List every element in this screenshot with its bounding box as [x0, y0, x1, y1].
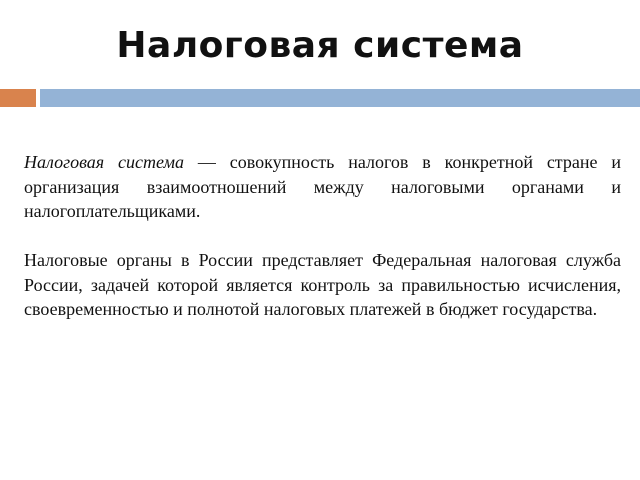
definition-paragraph	[24, 150, 621, 224]
slide-title: Налоговая система	[116, 25, 524, 66]
definition-term: Налоговая система	[24, 152, 185, 172]
accent-bar-left	[0, 89, 36, 107]
accent-bar-right	[40, 89, 640, 107]
definition-text: — совокупность налогов в конкретной стране и организация взаимоотношений между налоговыми органами и налогоплательщиками.	[24, 152, 621, 222]
slide-body	[24, 150, 621, 346]
tax-authority-paragraph: Налоговые органы в России представляет Федеральная налоговая служба России, задачей которой является контроль за правильностью исчисления, своевременностью и полнотой налоговых платежей в бюджет государства.	[24, 249, 621, 320]
